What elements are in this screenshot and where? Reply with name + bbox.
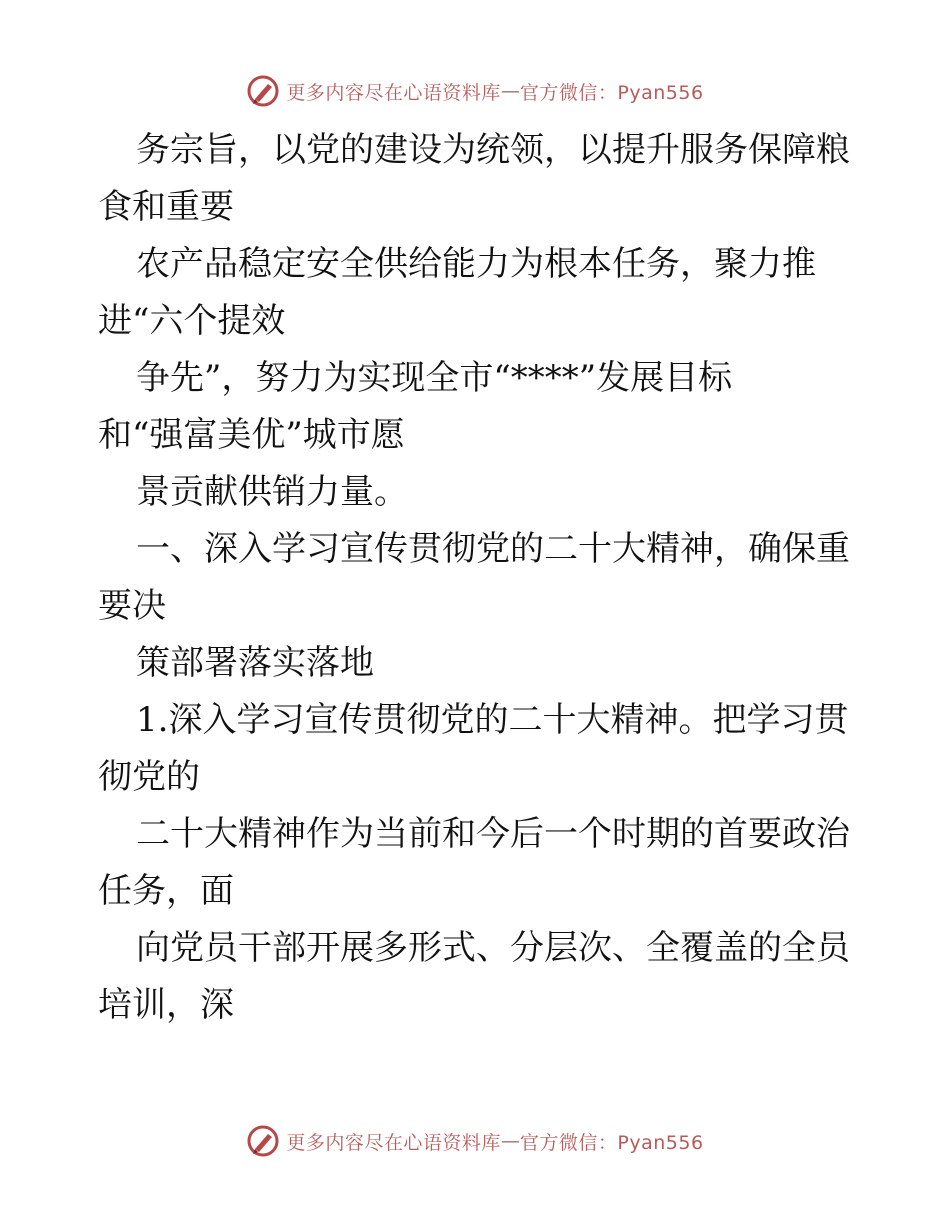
body-text-line: 要决	[98, 586, 166, 626]
pen-logo-icon	[246, 74, 280, 108]
watermark-contact: 官方微信：Pyan556	[519, 81, 704, 104]
body-text-line: 任务，面	[98, 871, 234, 911]
watermark-brand: 更多内容尽在心语资料库	[286, 81, 501, 104]
pen-logo-icon	[246, 1124, 280, 1158]
watermark-separator: —	[500, 80, 520, 102]
watermark-contact: 官方微信：Pyan556	[519, 1131, 704, 1154]
body-text-line: 进“六个提效	[98, 301, 286, 341]
body-text-line: 彻党的	[98, 757, 200, 797]
body-text-line: 食和重要	[98, 187, 234, 227]
body-text-line: 一、深入学习宣传贯彻党的二十大精神，确保重	[136, 529, 850, 569]
watermark-separator: —	[500, 1130, 520, 1152]
body-text-line: 二十大精神作为当前和今后一个时期的首要政治	[136, 814, 850, 854]
body-text-line: 策部署落实落地	[136, 643, 374, 683]
body-text-line: 和“强富美优”城市愿	[98, 415, 405, 455]
body-text-line: 培训，深	[98, 985, 234, 1025]
footer-watermark	[0, 1124, 950, 1158]
watermark-brand: 更多内容尽在心语资料库	[286, 1131, 501, 1154]
body-text-line: 务宗旨，以党的建设为统领，以提升服务保障粮	[136, 130, 850, 170]
header-watermark	[0, 74, 950, 108]
body-text-line: 农产品稳定安全供给能力为根本任务，聚力推	[136, 244, 816, 284]
body-text-line: 景贡献供销力量。	[136, 472, 408, 512]
body-text-line: 向党员干部开展多形式、分层次、全覆盖的全员	[136, 928, 850, 968]
document-body	[98, 122, 898, 1034]
body-text-line: 争先”，努力为实现全市“****”发展目标	[136, 358, 733, 398]
body-text-line: 1.深入学习宣传贯彻党的二十大精神。把学习贯	[136, 700, 849, 740]
